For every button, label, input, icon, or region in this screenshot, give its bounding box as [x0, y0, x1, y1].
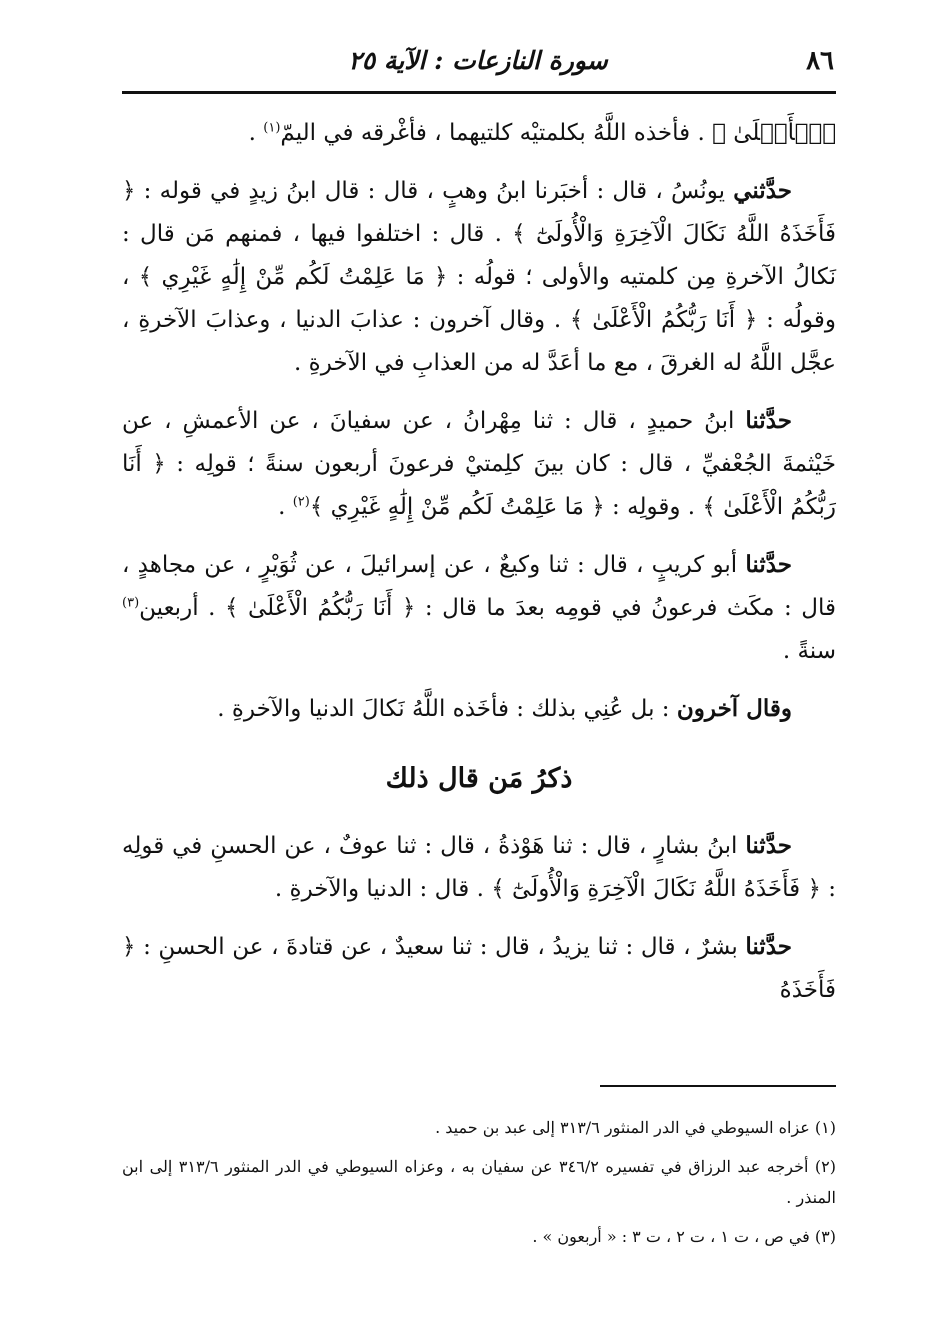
paragraph-text: ﭐلۡأَعۡلَىٰ ﴾ . فأخذه اللَّهُ بكلمتيْه كلتيهما ، فأغْرقه في اليمّ [280, 120, 836, 146]
hadith-lead: حدَّثني [733, 177, 792, 204]
paragraph-3 [122, 399, 836, 529]
paragraph-text: أبو كريبٍ ، قال : ثنا وكيعٌ ، عن إسرائيلَ ، عن ثُوَيْرٍ ، عن مجاهدٍ ، قال : مكَث فرعونُ في قومِه بعدَ ما قال : ﴿ أَنَا رَبُّكُمُ الْأَعْلَىٰ ﴾ . أربعين [122, 552, 836, 621]
paragraph-tail: . [248, 120, 264, 146]
paragraph-text: : بل عُنِي بذلك : فأخَذه اللَّهُ نَكالَ الدنيا والآخرةِ . [217, 696, 677, 722]
footnotes [122, 1112, 836, 1260]
footnote-marker: (٢) [292, 494, 310, 510]
paragraph-text: بشرٌ ، قال : ثنا يزيدُ ، قال : ثنا سعيدٌ ، عن قتادةَ ، عن الحسنِ : ﴿ فَأَخَذَهُ [122, 934, 836, 1003]
paragraph-1 [122, 112, 836, 155]
page-number: ٨٦ [806, 46, 834, 76]
paragraph-5 [122, 687, 836, 731]
hadith-lead: حدَّثنا [745, 551, 793, 578]
paragraph-2 [122, 169, 836, 385]
page-header [122, 40, 834, 90]
header-rule [122, 91, 836, 94]
paragraph-text: يونُسُ ، قال : أخبَرنا ابنُ وهبٍ ، قال : قال ابنُ زيدٍ في قوله : ﴿ فَأَخَذَهُ اللَّهُ نَكَالَ الْآخِرَةِ وَالْأُولَىٰٓ ﴾ . قال : اختلفوا فيها ، فمنهم مَن قال : نَكالُ الآخرةِ مِن كلمتيه والأولى ؛ قولُه : ﴿ مَا عَلِمْتُ لَكُم مِّنْ إِلَٰهٍ غَيْرِي ﴾ ، وقولُه : ﴿ أَنَا رَبُّكُمُ الْأَعْلَىٰ ﴾ . وقال آخرون : عذابَ الدنيا ، وعذابَ الآخرةِ ، عجَّل اللَّهُ له الغرقَ ، مع ما أعَدَّ له من العذابِ في الآخرةِ . [122, 178, 836, 376]
footnote-rule [600, 1085, 836, 1087]
main-text [122, 112, 836, 1026]
running-title: سورة النازعات : الآية ٢٥ [348, 46, 608, 75]
hadith-lead: حدَّثنا [745, 407, 792, 434]
footnote-2: (٢) أخرجه عبد الرزاق في تفسيره ٣٤٦/٢ عن سفيان به ، وعزاه السيوطي في الدر المنثور ٣١٣/٦ إلى ابن المنذر . [122, 1157, 837, 1207]
paragraph-tail: سنةً . [782, 638, 836, 664]
paragraph-4 [122, 543, 836, 673]
paragraph-text: ابنُ بشارٍ ، قال : ثنا هَوْذةُ ، قال : ثنا عوفٌ ، عن الحسنِ في قولِه : ﴿ فَأَخَذَهُ اللَّهُ نَكَالَ الْآخِرَةِ وَالْأُولَىٰٓ ﴾ . قال : الدنيا والآخرةِ . [122, 833, 836, 902]
section-heading: ذكرُ مَن قال ذلك [385, 763, 573, 794]
hadith-lead: حدَّثنا [745, 933, 792, 960]
footnote-marker: (١) [263, 120, 281, 136]
paragraph-6 [122, 824, 836, 911]
footnote-3: (٣) في ص ، ت ١ ، ت ٢ ، ت ٣ : « أربعون » . [532, 1227, 836, 1246]
paragraph-tail: . [278, 494, 293, 520]
footnote-1: (١) عزاه السيوطي في الدر المنثور ٣١٣/٦ إلى عبد بن حميد . [435, 1118, 836, 1137]
opinion-lead: وقال آخرون [676, 695, 792, 722]
paragraph-7 [122, 925, 836, 1012]
paragraph-text: ابنُ حميدٍ ، قال : ثنا مِهْرانُ ، عن سفيانَ ، عن الأعمشِ ، عن خَيْثمةَ الجُعْفيِّ ، قال : كان بينَ كلِمتيْ فرعونَ أربعون سنةً ؛ قولِه : ﴿ أَنَا رَبُّكُمُ الْأَعْلَىٰ ﴾ . وقولِه : ﴿ مَا عَلِمْتُ لَكُم مِّنْ إِلَٰهٍ غَيْرِي ﴾ [122, 408, 836, 520]
footnote-marker: (٣) [122, 595, 140, 611]
hadith-lead: حدَّثنا [745, 832, 792, 859]
